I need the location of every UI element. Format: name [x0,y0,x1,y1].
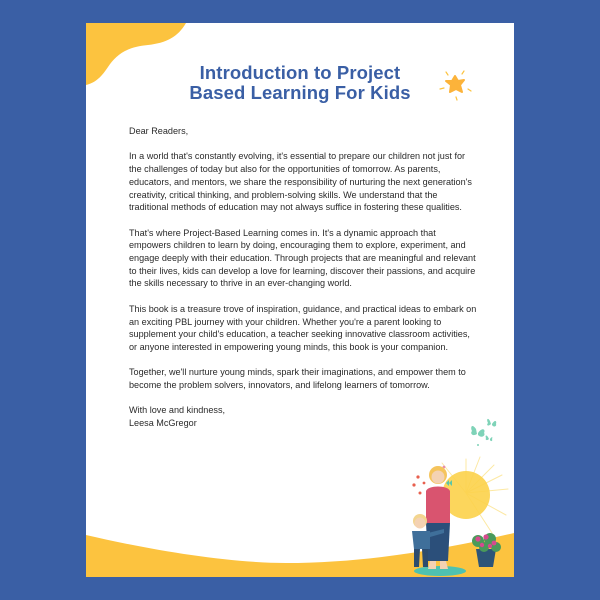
butterflies-icon [468,415,514,455]
letter-body [129,125,479,430]
title-line-2: Based Learning For Kids [189,82,411,103]
signature: Leesa McGregor [129,418,197,429]
mother-child-illustration [404,453,514,577]
paragraph-2: That's where Project-Based Learning comes in. It's a dynamic approach that empowers children to learn by doing, encouraging them to explore, experiment, and engage deeply with their education. Through projects that are meaningful and relevant to their lives, kids can develop a love for learning, discover their passions, and acquire the skills necessary to thrive in an ever-changing world. [129,227,476,289]
paragraph-3: This book is a treasure trove of inspiration, guidance, and practical ideas to embark on an exciting PBL journey with your children. Whether you're a parent looking to supplement your child's education, a teacher seeking innovative classroom activities, or anyone interested in empowering young minds, this book is your companion. [129,303,477,352]
document-page [86,23,514,577]
paragraph-4: Together, we'll nurture young minds, spark their imaginations, and empower them to become the problem solvers, innovators, and lifelong learners of tomorrow. [129,367,466,390]
star-icon [438,67,472,101]
paragraph-1: In a world that's constantly evolving, it's essential to prepare our children not just for the challenges of today but also for the opportunities of tomorrow. As parents, educators, and mentors, we share the responsibility of nurturing the next generation's creativity, critical thinking, and problem-solving skills. We understand that the traditional methods of education may not always suffice in fostering these qualities. [129,151,472,213]
title-line-1: Introduction to Project [199,62,401,83]
closing: With love and kindness, [129,405,226,416]
salutation: Dear Readers, [129,126,189,136]
